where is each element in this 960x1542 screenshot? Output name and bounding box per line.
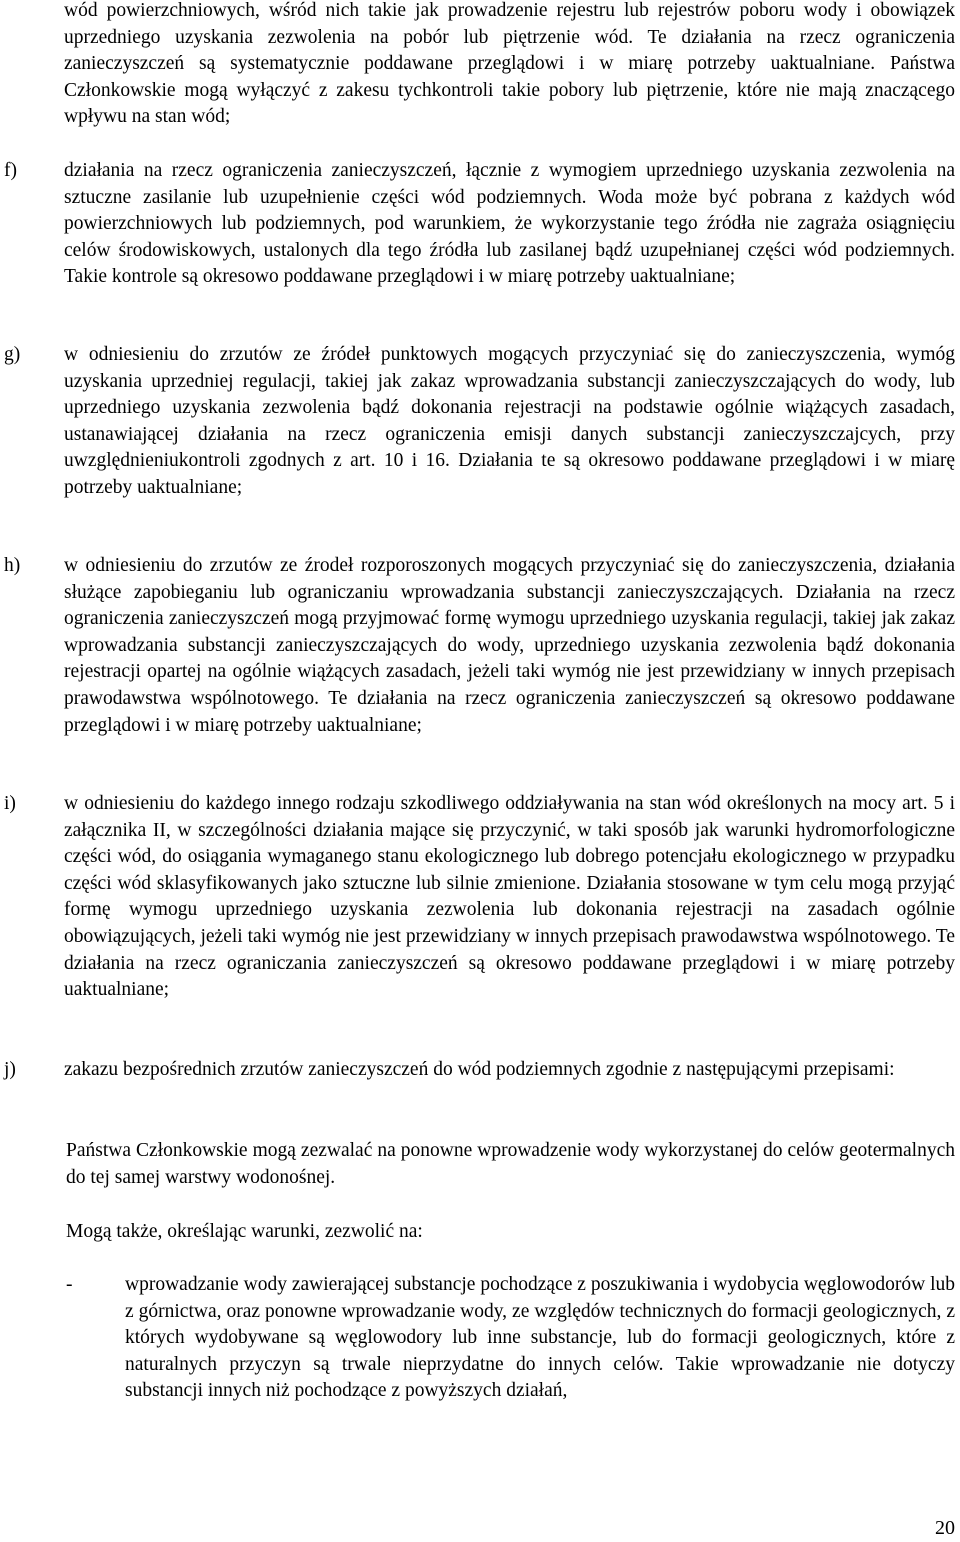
list-item-text: w odniesieniu do zrzutów ze źródeł punktowych mogących przyczyniać się do zanieczyszczenia, wymóg uzyskania uprzedniej regulacji, takiej jak zakaz wprowadzania substancji zanieczyszczających do wody, lub uprzedniego uzyskania zezwolenia bądź dokonania rejestracji na podstawie ogólnie wiążących zasadach, ustanawiającej działania na rzecz ograniczenia emisji danych substancji zanieczyszczajcych, przy uwzględnieniukontroli zgodnych z art. 10 i 16. Działania te są okresowo poddawane przeglądowi i w miarę potrzeby uaktualniane;: [64, 344, 955, 498]
list-marker: i): [4, 793, 16, 814]
list-marker: h): [4, 555, 21, 576]
conditions-paragraph: Mogą także, określając warunki, zezwolić na:: [66, 1221, 423, 1242]
list-item-i: [0, 791, 955, 1004]
intro-paragraph: wód powierzchniowych, wśród nich takie jak prowadzenie rejestru lub rejestrów poboru wody i obowiązek uprzedniego uzyskania zezwolenia na pobór lub piętrzenie wód. Te działania na rzecz ograniczenia zanieczyszczeń są systematycznie poddawane przeglądowi i w miarę potrzeby uaktualniane. Państwa Członkowskie mogą wyłączyć z zakesu tychkontroli takie pobory lub piętrzenie, które nie mają znaczącego wpływu na stan wód;: [64, 0, 955, 128]
list-item-text: działania na rzecz ograniczenia zanieczyszczeń, łącznie z wymogiem uprzedniego uzyskania zezwolenia na sztuczne zasilanie lub uzupełnienie części wód podziemnych. Woda może być pobrana z każdych wód powierzchniowych lub podziemnych, pod warunkiem, że wykorzystanie tego źródła nie zagraża osiągnięciu celów środowiskowych, ustalonych dla tego źródła lub zasilanej bądź uzupełnianej części wód podziemnych. Takie kontrole są okresowo poddawane przeglądowi i w miarę potrzeby uaktualniane;: [64, 160, 955, 288]
list-item-h: [0, 553, 955, 739]
list-item-j: [0, 1057, 955, 1084]
list-item-f: [0, 158, 955, 291]
geothermal-paragraph: Państwa Członkowskie mogą zezwalać na ponowne wprowadzenie wody wykorzystanej do celów geotermalnych do tej samej warstwy wodonośnej.: [66, 1140, 955, 1188]
dash-item-text: wprowadzanie wody zawierającej substancje pochodzące z poszukiwania i wydobycia węglowodorów lub z górnictwa, oraz ponowne wprowadzanie wody, ze względów technicznych do formacji geologicznych, z których wydobywane są węglowodory lub inne substancje, lub do formacji geologicznych, które z naturalnych przyczyn są trwale nieprzydatne do innych celów. Takie wprowadzanie nie dotyczy substancji innych niż pochodzące z powyższych działań,: [125, 1274, 955, 1402]
list-item-text: w odniesieniu do każdego innego rodzaju szkodliwego oddziaływania na stan wód określonych na mocy art. 5 i załącznika II, w szczególności działania mające się przyczynić, w taki sposób jak warunki hydromorfologiczne części wód, do osiągania wymaganego stanu ekologicznego lub dobrego potencjału ekologicznego w przypadku części wód sklasyfikowanych jako sztuczne lub silnie zmienione. Działania stosowane w tym celu mogą przyjąć formę wymogu uprzedniego uzyskania zezwolenia lub dokonania rejestracji na zasadach ogólnie obowiązujących, jeżeli taki wymóg nie jest przewidziany w innych przepisach prawodawstwa wspólnotowego. Te działania na rzecz ograniczania zanieczyszczeń są okresowo poddawane przeglądowi i w miarę potrzeby uaktualniane;: [64, 793, 955, 1001]
dash-list-item: [0, 1272, 955, 1405]
list-marker: g): [4, 344, 21, 365]
page-number: 20: [935, 1517, 955, 1539]
list-marker: j): [4, 1059, 16, 1080]
dash-marker: -: [66, 1274, 73, 1295]
list-item-text: w odniesieniu do zrzutów ze źrodeł rozporoszonych mogących przyczyniać się do zanieczyszczenia, działania służące zapobieganiu lub ograniczaniu wprowadzania substancji zanieczyszczających. Działania na rzecz ograniczenia zanieczyszczeń mogą przyjmować formę wymogu uprzedniego uzyskania regulacji, takiej jak zakaz wprowadzania substancji zanieczyszczających do wody, uprzedniego uzyskania zezwolenia bądź dokonania rejestracji opartej na ogólnie wiążących zasadach, jeżeli taki wymóg nie jest przewidziany w innych przepisach prawodawstwa wspólnotowego. Te działania na rzecz ograniczenia zanieczyszczeń są okresowo poddawane przeglądowi i w miarę potrzeby uaktualniane;: [64, 555, 955, 736]
list-item-text: zakazu bezpośrednich zrzutów zanieczyszczeń do wód podziemnych zgodnie z następującymi przepisami:: [64, 1059, 895, 1080]
list-item-g: [0, 342, 955, 502]
list-marker: f): [4, 160, 17, 181]
